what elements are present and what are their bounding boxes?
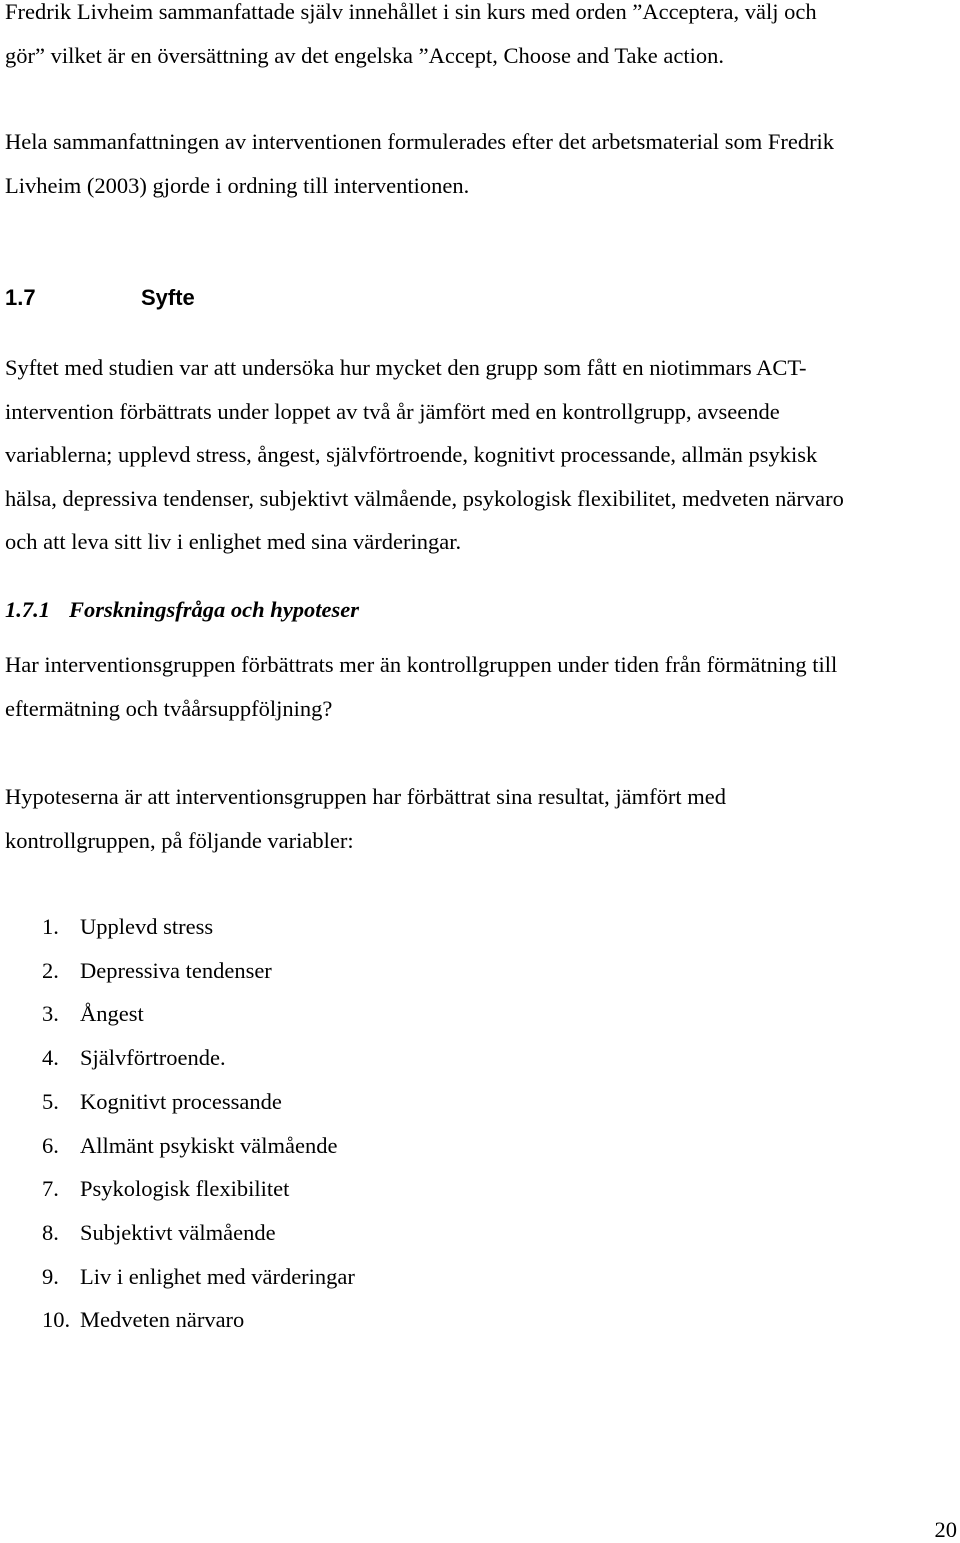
list-item (5, 1167, 355, 1211)
list-item (5, 1298, 355, 1342)
text-line: Hela sammanfattningen av interventionen formulerades efter det arbetsmaterial som Fredrik (5, 129, 835, 154)
list-item-label: Medveten närvaro (80, 1307, 245, 1333)
list-item-number: 2. (42, 957, 59, 983)
list-item (5, 1080, 355, 1124)
list-item-number: 6. (42, 1132, 59, 1158)
list-item-label: Upplevd stress (80, 914, 214, 939)
list-item (5, 1124, 355, 1168)
list-item (5, 1036, 355, 1080)
syfte-paragraph (5, 346, 844, 564)
list-item-number: 1. (42, 914, 59, 939)
text-line: Har interventionsgruppen förbättrats mer än kontrollgruppen under tiden från förmätning till (5, 652, 838, 677)
list-item-label: Psykologisk flexibilitet (80, 1176, 290, 1202)
variables-list (5, 905, 355, 1342)
list-item (5, 1255, 355, 1299)
list-item (5, 992, 355, 1036)
list-item-number: 5. (42, 1088, 59, 1114)
list-item (5, 905, 355, 949)
text-line: och att leva sitt liv i enlighet med sina värderingar. (5, 529, 462, 554)
section-heading (5, 283, 195, 313)
subsection-number: 1.7.1 (5, 597, 50, 622)
list-item-label: Allmänt psykiskt välmående (80, 1132, 338, 1158)
text-line: variablerna; upplevd stress, ångest, självförtroende, kognitivt processande, allmän psykisk (5, 442, 818, 467)
list-item-label: Subjektivt välmående (80, 1219, 276, 1245)
text-line: eftermätning och tvåårsuppföljning? (5, 695, 333, 721)
text-line: gör” vilket är en översättning av det engelska ”Accept, Choose and Take action. (5, 42, 725, 68)
subsection-heading (5, 595, 359, 625)
list-item-number: 7. (42, 1176, 59, 1202)
list-item-label: Självförtroende. (80, 1045, 226, 1071)
text-line: Livheim (2003) gjorde i ordning till interventionen. (5, 172, 470, 198)
list-item-label: Depressiva tendenser (80, 957, 272, 983)
list-item-label: Liv i enlighet med värderingar (80, 1263, 355, 1289)
text-line: Fredrik Livheim sammanfattade själv innehållet i sin kurs med orden ”Acceptera, välj och (5, 0, 817, 24)
text-line: hälsa, depressiva tendenser, subjektivt välmående, psykologisk flexibilitet, medveten närvaro (5, 485, 844, 511)
list-item-number: 3. (42, 1001, 59, 1027)
text-line: Hypoteserna är att interventionsgruppen har förbättrat sina resultat, jämfört med (5, 784, 726, 809)
subsection-title: Forskningsfråga och hypoteser (69, 597, 360, 622)
text-line: Syftet med studien var att undersöka hur mycket den grupp som fått en niotimmars ACT- (5, 355, 807, 380)
section-title: Syfte (141, 285, 195, 310)
list-item-number: 10. (42, 1307, 71, 1333)
text-line: intervention förbättrats under loppet av två år jämfört med en kontrollgrupp, avseende (5, 398, 780, 424)
text-line: kontrollgruppen, på följande variabler: (5, 827, 354, 853)
intro-paragraph-1 (5, 0, 817, 77)
list-item-number: 9. (42, 1263, 59, 1289)
list-item (5, 949, 355, 993)
page-number: 20 (934, 1517, 957, 1542)
list-item-label: Kognitivt processande (80, 1088, 282, 1114)
hypothesis-paragraph (5, 775, 726, 862)
intro-paragraph-2 (5, 120, 834, 207)
question-paragraph (5, 643, 837, 730)
list-item-number: 8. (42, 1219, 59, 1245)
section-number: 1.7 (5, 285, 36, 310)
list-item (5, 1211, 355, 1255)
list-item-label: Ångest (80, 1001, 144, 1027)
list-item-number: 4. (42, 1045, 59, 1071)
